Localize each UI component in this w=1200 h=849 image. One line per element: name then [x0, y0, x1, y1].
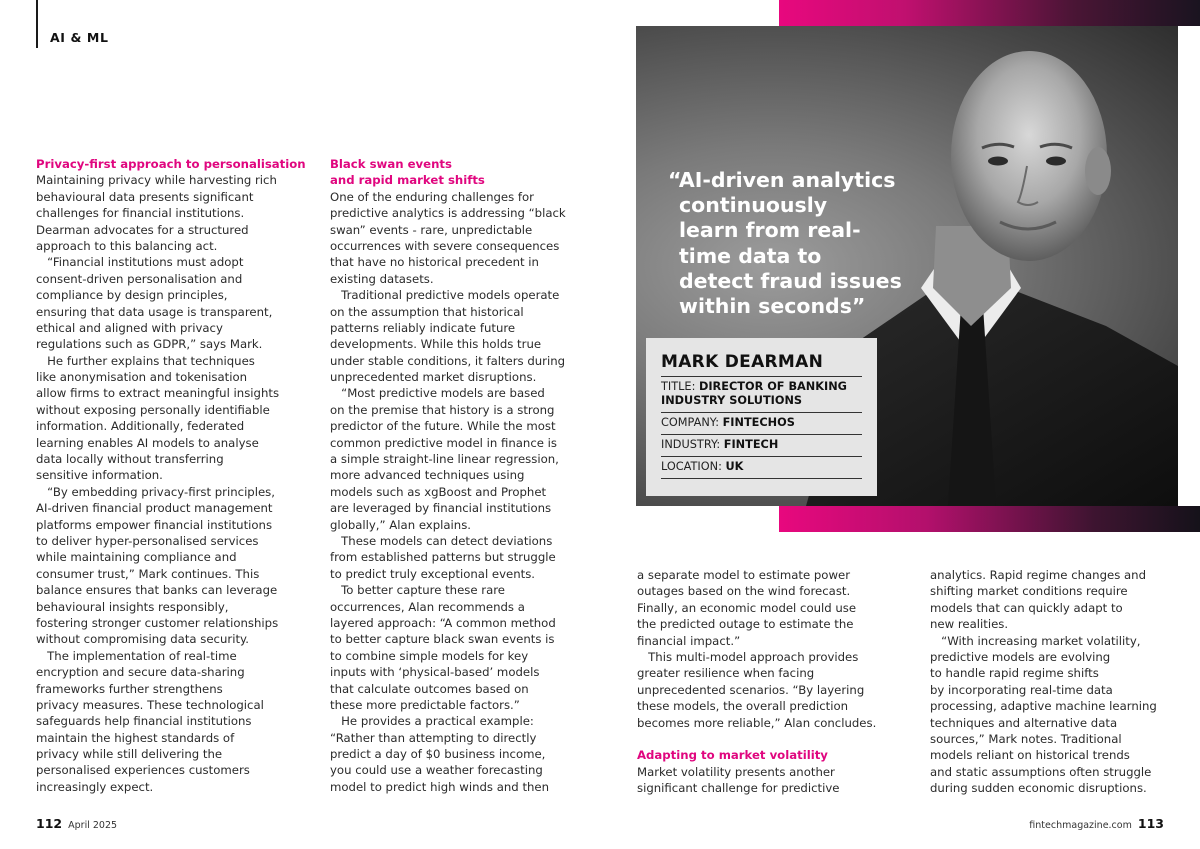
subheading-black-swan-1: Black swan events [330, 157, 452, 171]
body-line: regulations such as GDPR,” says Mark. [36, 337, 263, 352]
body-line: shifting market conditions require [930, 584, 1128, 599]
body-line: fostering stronger customer relationships [36, 615, 279, 630]
profile-location-value: UK [725, 460, 744, 473]
body-line: This multi-model approach provides [637, 649, 859, 664]
body-line: processing, adaptive machine learning [930, 699, 1157, 714]
footer-left [36, 816, 117, 831]
body-line: unprecedented scenarios. “By layering [637, 682, 865, 697]
body-line: occurrences, Alan recommends a [330, 599, 525, 614]
body-line: Traditional predictive models operate [330, 288, 560, 303]
body-line: a separate model to estimate power [637, 568, 851, 582]
body-line: greater resilience when facing [637, 666, 815, 681]
body-line: compliance by design principles, [36, 288, 228, 303]
body-line: personalised experiences customers [36, 763, 250, 778]
body-line: “With increasing market volatility, [930, 633, 1141, 648]
body-line: globally,” Alan explains. [330, 517, 472, 532]
profile-industry-row [661, 434, 862, 456]
quote-line: detect fraud issues [679, 268, 902, 293]
body-line: Market volatility presents another [637, 764, 835, 779]
body-line: sources,” Mark notes. Traditional [930, 731, 1122, 746]
profile-company-value: FINTECHOS [722, 416, 795, 429]
body-line: analytics. Rapid regime changes and [930, 568, 1146, 582]
body-line: He provides a practical example: [330, 714, 534, 729]
body-line: a simple straight-line linear regression, [330, 452, 559, 467]
body-line: encryption and secure data-sharing [36, 665, 245, 680]
profile-industry-value: FINTECH [723, 438, 779, 451]
body-line: sensitive information. [36, 468, 163, 483]
profile-company-label: COMPANY: [661, 416, 723, 429]
section-tag: AI & ML [50, 30, 109, 45]
body-line: these more predictable factors.” [330, 697, 520, 712]
body-line: “Financial institutions must adopt [36, 255, 244, 270]
article-column-1 [36, 156, 306, 795]
body-line: safeguards help financial institutions [36, 714, 252, 729]
website-link[interactable]: fintechmagazine.com [1029, 820, 1132, 831]
body-line: predictive analytics is addressing “black [330, 206, 566, 221]
body-line: behavioural insights responsibly, [36, 599, 229, 614]
body-line: model to predict high winds and then [330, 779, 550, 794]
body-line: Finally, an economic model could use [637, 600, 857, 615]
body-line: on the assumption that historical [330, 304, 524, 319]
body-line: to better capture black swan events is [330, 632, 555, 647]
quote-line: time data to [679, 243, 822, 268]
body-line: AI-driven financial product management [36, 501, 273, 516]
profile-location-label: LOCATION: [661, 460, 726, 473]
paragraph-gap [637, 731, 876, 747]
body-line: The implementation of real-time [36, 648, 237, 663]
body-line: to deliver hyper-personalised services [36, 533, 259, 548]
body-line: Dearman advocates for a structured [36, 222, 249, 237]
body-line: information. Additionally, federated [36, 419, 245, 434]
body-line: without compromising data security. [36, 632, 249, 647]
profile-title-value-1: DIRECTOR OF BANKING [698, 380, 847, 393]
body-line: swan” events - rare, unpredictable [330, 222, 533, 237]
col1-body [36, 172, 306, 795]
body-line: To better capture these rare [330, 583, 505, 598]
body-line: under stable conditions, it falters during [330, 353, 566, 368]
body-line: inputs with ‘physical-based’ models [330, 665, 540, 680]
body-line: privacy measures. These technological [36, 697, 264, 712]
subheading-volatility: Adapting to market volatility [637, 748, 828, 763]
body-line: significant challenge for predictive [637, 781, 840, 796]
body-line: balance ensures that banks can leverage [36, 583, 278, 598]
profile-title-label: TITLE: [661, 380, 699, 393]
body-line: maintain the highest standards of [36, 730, 235, 745]
quote-line: continuously [679, 193, 828, 218]
body-line: models such as xgBoost and Prophet [330, 484, 547, 499]
issue-date: April 2025 [68, 820, 118, 831]
subheading-black-swan-2: and rapid market shifts [330, 173, 485, 188]
profile-title-row [661, 376, 862, 412]
quote-line: within seconds” [679, 294, 866, 319]
profile-card [646, 338, 877, 496]
body-line: on the premise that history is a strong [330, 402, 555, 417]
body-line: approach to this balancing act. [36, 238, 218, 253]
body-line: more advanced techniques using [330, 468, 525, 483]
body-line: consumer trust,” Mark continues. This [36, 566, 260, 581]
body-line: frameworks further strengthens [36, 681, 223, 696]
col2-body [330, 189, 566, 795]
body-line: and static assumptions often struggle [930, 764, 1152, 779]
body-line: learning enables AI models to analyse [36, 435, 259, 450]
body-line: “Most predictive models are based [330, 386, 545, 401]
body-line: occurrences with severe consequences [330, 238, 560, 253]
profile-location-row [661, 456, 862, 479]
body-line: by incorporating real-time data [930, 682, 1113, 697]
body-line: new realities. [930, 617, 1009, 632]
body-line: models reliant on historical trends [930, 748, 1130, 763]
body-line: like anonymisation and tokenisation [36, 370, 248, 385]
body-line: increasingly expect. [36, 779, 154, 794]
body-line: Maintaining privacy while harvesting rich [36, 173, 277, 188]
body-line: layered approach: “A common method [330, 615, 556, 630]
body-line: while maintaining compliance and [36, 550, 237, 565]
body-line: financial impact.” [637, 633, 741, 648]
quote-line: learn from real- [679, 218, 861, 243]
body-line: developments. While this holds true [330, 337, 542, 352]
body-line: techniques and alternative data [930, 715, 1118, 730]
body-line: These models can detect deviations [330, 533, 553, 548]
body-line: without exposing personally identifiable [36, 402, 270, 417]
body-line: to handle rapid regime shifts [930, 666, 1099, 681]
body-line: platforms empower financial institutions [36, 517, 273, 532]
body-line: predictive models are evolving [930, 649, 1111, 664]
page-number-left: 112 [36, 816, 63, 831]
article-column-4 [930, 567, 1157, 796]
article-column-3 [637, 567, 876, 796]
body-line: to predict truly exceptional events. [330, 566, 536, 581]
body-line: from established patterns but struggle [330, 550, 556, 565]
accent-band-bottom [779, 506, 1200, 532]
body-line: “Rather than attempting to directly [330, 730, 537, 745]
page-number-right: 113 [1137, 816, 1164, 831]
body-line: unprecedented market disruptions. [330, 370, 537, 385]
body-line: the predicted outage to estimate the [637, 617, 854, 632]
body-line: predict a day of $0 business income, [330, 747, 546, 762]
body-line: patterns reliably indicate future [330, 320, 516, 335]
body-line: are leveraged by financial institutions [330, 501, 552, 516]
body-line: “By embedding privacy-first principles, [36, 484, 275, 499]
body-line: becomes more reliable,” Alan concludes. [637, 715, 877, 730]
col3-body-top [637, 567, 876, 731]
pull-quote [668, 168, 902, 319]
profile-industry-label: INDUSTRY: [661, 438, 724, 451]
body-line: common predictive model in finance is [330, 435, 558, 450]
body-line: allow firms to extract meaningful insights [36, 386, 280, 401]
body-line: He further explains that techniques [36, 353, 255, 368]
body-line: existing datasets. [330, 271, 434, 286]
accent-band-top [779, 0, 1200, 26]
body-line: outages based on the wind forecast. [637, 584, 851, 599]
body-line: ensuring that data usage is transparent, [36, 304, 273, 319]
body-line: privacy while still delivering the [36, 747, 223, 762]
body-line: behavioural data presents significant [36, 189, 254, 204]
body-line: data locally without transferring [36, 452, 224, 467]
body-line: that have no historical precedent in [330, 255, 539, 270]
section-rule [36, 0, 38, 48]
body-line: ethical and aligned with privacy [36, 320, 223, 335]
col3-body-bottom [637, 764, 876, 797]
col4-body [930, 567, 1157, 796]
body-line: to combine simple models for key [330, 648, 529, 663]
footer-right [1029, 816, 1164, 831]
profile-title-value-2: INDUSTRY SOLUTIONS [661, 394, 803, 407]
body-line: you could use a weather forecasting [330, 763, 543, 778]
body-line: challenges for financial institutions. [36, 206, 245, 221]
body-line: during sudden economic disruptions. [930, 781, 1147, 796]
body-line: models that can quickly adapt to [930, 600, 1123, 615]
profile-company-row [661, 412, 862, 434]
body-line: One of the enduring challenges for [330, 189, 534, 204]
profile-name: MARK DEARMAN [661, 352, 824, 372]
quote-line: “AI-driven analytics [668, 168, 896, 192]
body-line: consent-driven personalisation and [36, 271, 243, 286]
article-column-2 [330, 156, 566, 795]
body-line: that calculate outcomes based on [330, 681, 529, 696]
body-line: these models, the overall prediction [637, 699, 849, 714]
body-line: predictor of the future. While the most [330, 419, 556, 434]
subheading-privacy: Privacy-first approach to personalisation [36, 157, 306, 171]
